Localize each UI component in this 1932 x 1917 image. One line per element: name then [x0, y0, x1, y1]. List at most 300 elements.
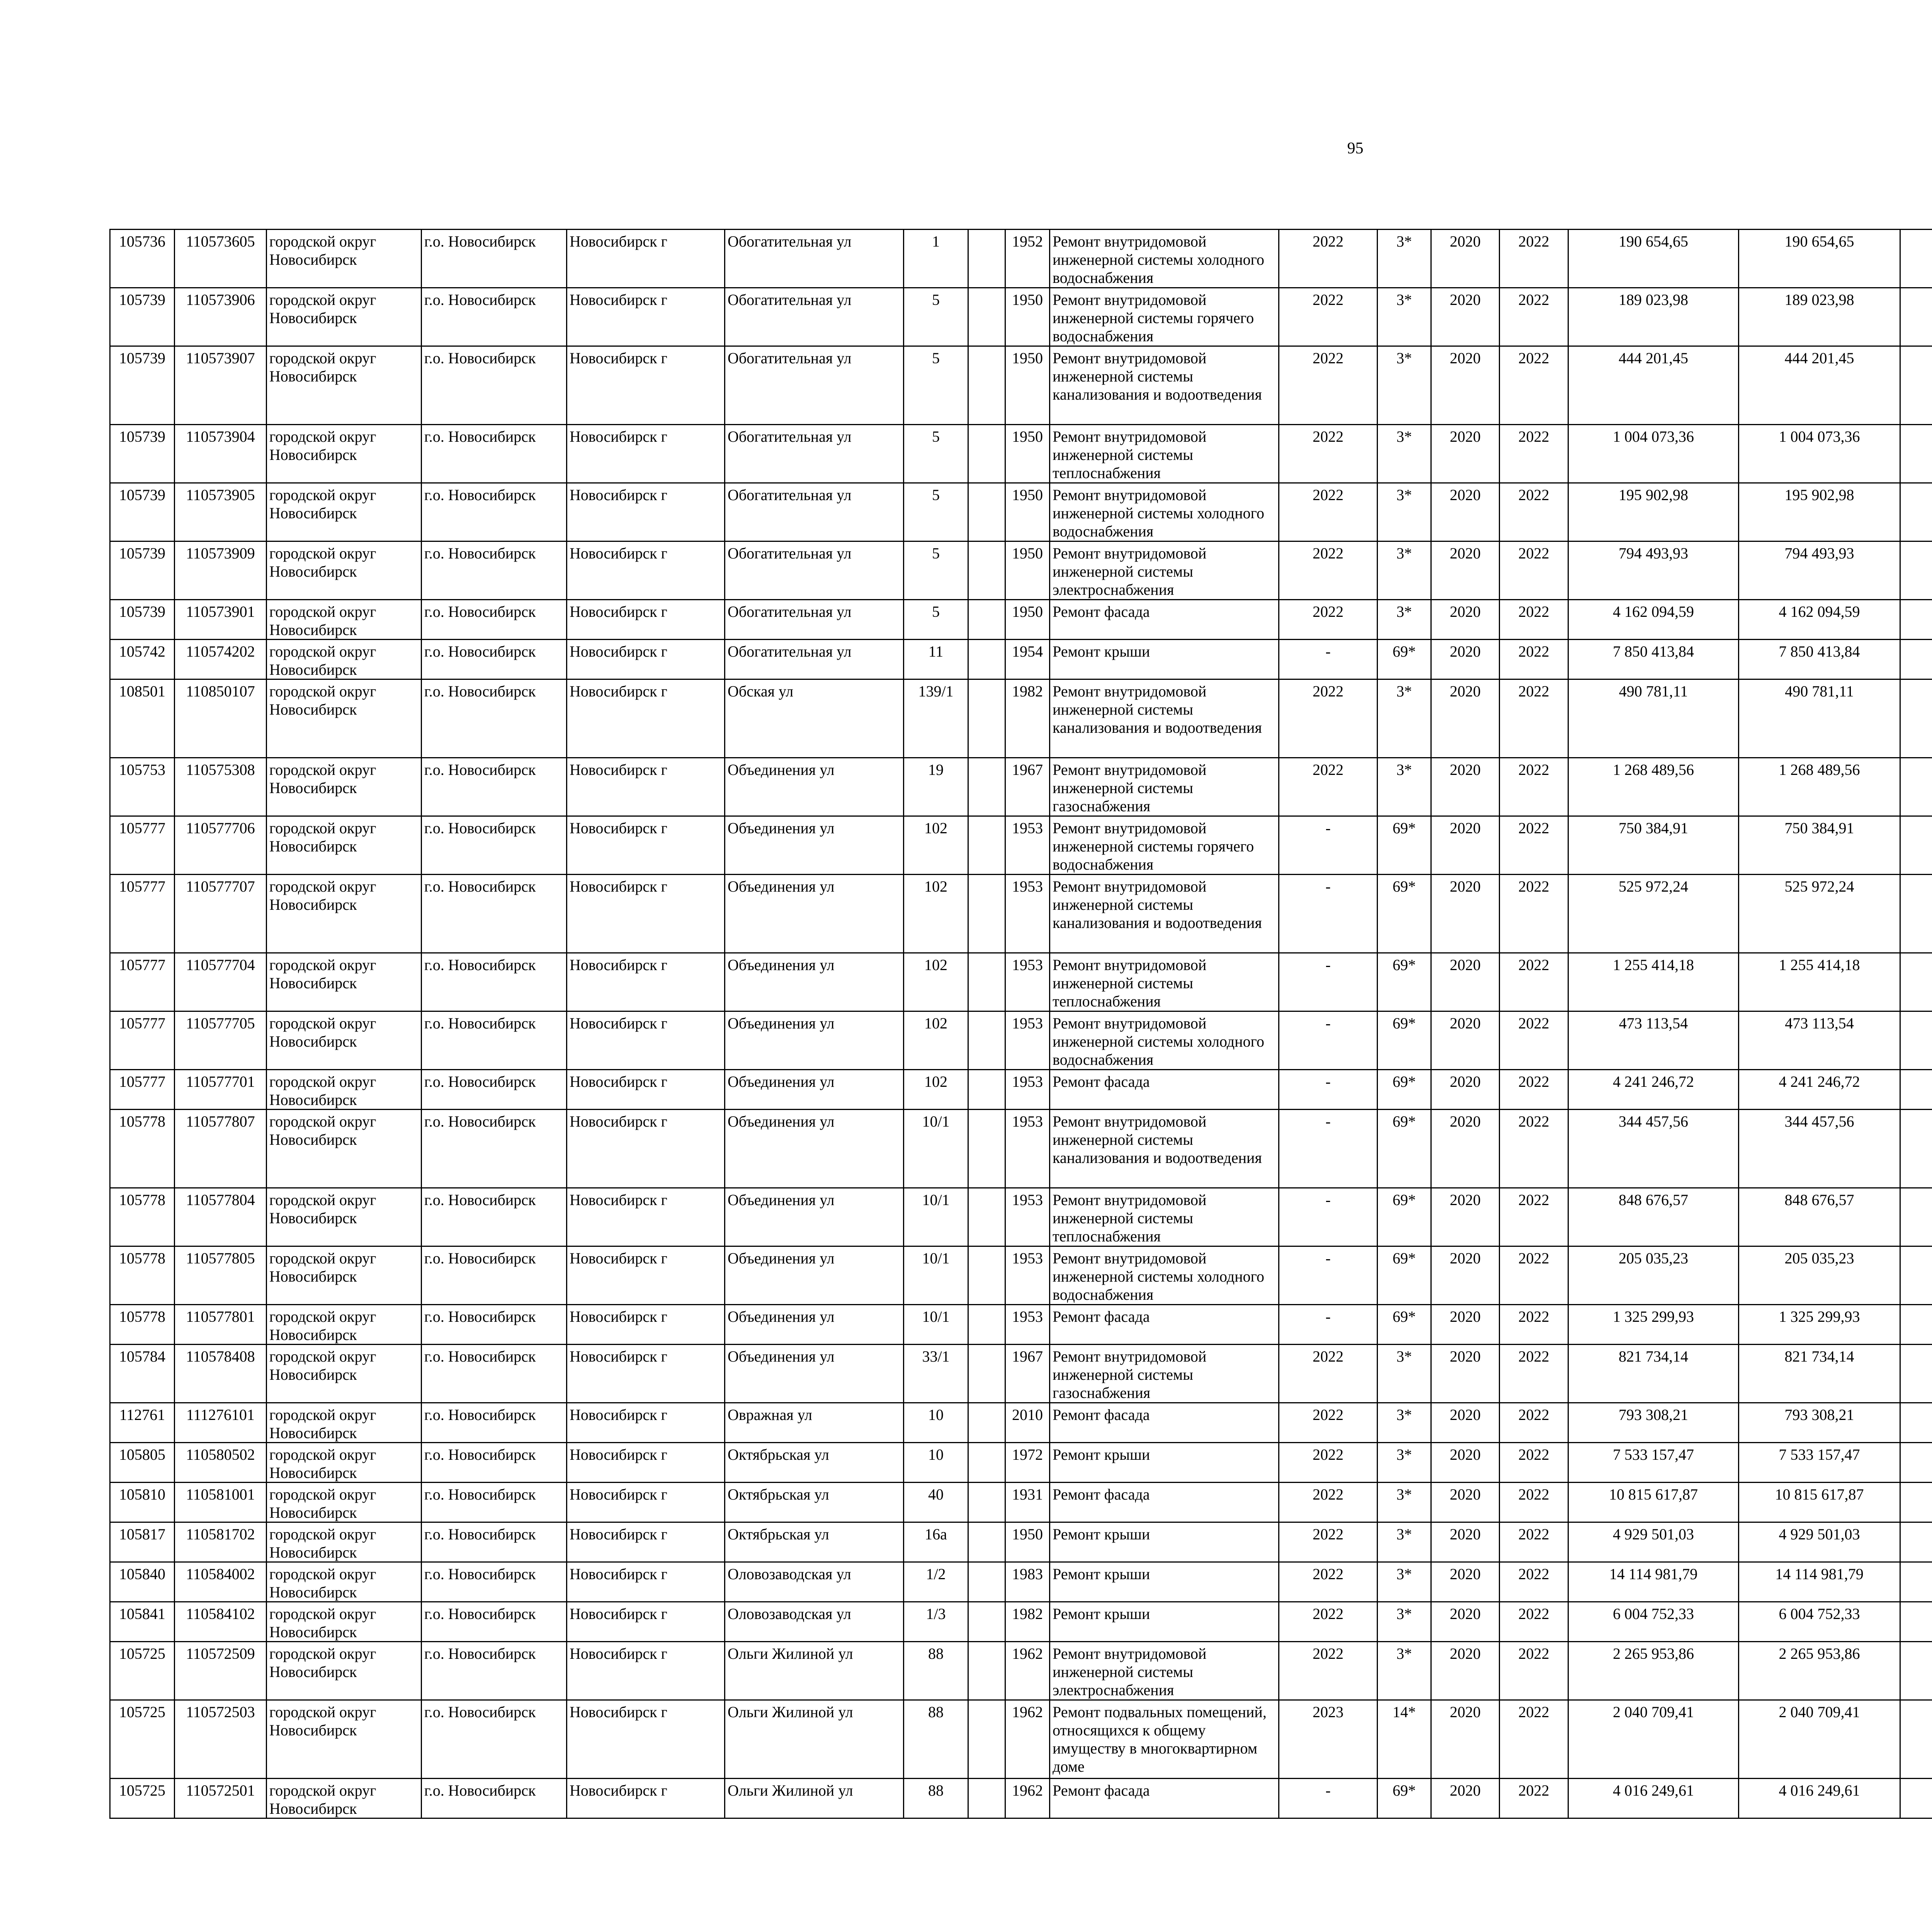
- cell-settlement: Новосибирск г: [567, 640, 725, 679]
- cell-house-number: 19: [904, 758, 968, 816]
- cell-work-type: Ремонт внутридомовой инженерной системы канализования и водоотведения: [1050, 1110, 1279, 1188]
- cell-budget-federal: [1900, 1070, 1932, 1110]
- cell-work-id: 110573904: [175, 425, 267, 483]
- cell-work-id: 110584002: [175, 1562, 267, 1602]
- cell-house-id: 105739: [110, 600, 175, 640]
- cell-house-number: 10/1: [904, 1188, 968, 1246]
- cell-urban-district: г.о. Новосибирск: [422, 875, 567, 953]
- cell-urban-district: г.о. Новосибирск: [422, 1403, 567, 1443]
- table-row: [110, 1602, 1932, 1642]
- cell-street: Объединения ул: [725, 816, 904, 875]
- cell-house-number: 10: [904, 1403, 968, 1443]
- cell-work-type: Ремонт внутридомовой инженерной системы канализования и водоотведения: [1050, 875, 1279, 953]
- cell-building: [968, 346, 1005, 425]
- cell-municipality: городской округ Новосибирск: [267, 679, 422, 758]
- cell-house-id: 105742: [110, 640, 175, 679]
- cell-work-id: 110573909: [175, 541, 267, 600]
- cell-house-number: 139/1: [904, 679, 968, 758]
- cell-plan-year: -: [1279, 875, 1378, 953]
- cell-building: [968, 1188, 1005, 1246]
- cell-building: [968, 1011, 1005, 1070]
- cell-work-type: Ремонт крыши: [1050, 1562, 1279, 1602]
- cell-budget-federal: [1900, 758, 1932, 816]
- cell-building: [968, 1110, 1005, 1188]
- cell-house-id: 105784: [110, 1345, 175, 1403]
- cell-end-year: 2022: [1500, 1110, 1568, 1188]
- cell-municipality: городской округ Новосибирск: [267, 1345, 422, 1403]
- cell-note-ref: 3*: [1378, 425, 1431, 483]
- cell-total-cost: 189 023,98: [1568, 288, 1739, 346]
- cell-street: Октябрьская ул: [725, 1443, 904, 1483]
- cell-street: Ольги Жилиной ул: [725, 1642, 904, 1700]
- cell-build-year: 2010: [1005, 1403, 1050, 1443]
- cell-fund-cost: 4 162 094,59: [1739, 600, 1900, 640]
- cell-work-type: Ремонт внутридомовой инженерной системы газоснабжения: [1050, 1345, 1279, 1403]
- cell-street: Обогатительная ул: [725, 640, 904, 679]
- cell-start-year: 2020: [1431, 483, 1500, 541]
- cell-house-number: 10/1: [904, 1305, 968, 1345]
- page-number: 95: [1347, 140, 1364, 157]
- cell-fund-cost: 10 815 617,87: [1739, 1483, 1900, 1522]
- cell-start-year: 2020: [1431, 1188, 1500, 1246]
- cell-plan-year: 2022: [1279, 1522, 1378, 1562]
- cell-settlement: Новосибирск г: [567, 1188, 725, 1246]
- cell-municipality: городской округ Новосибирск: [267, 1642, 422, 1700]
- cell-building: [968, 1443, 1005, 1483]
- cell-work-id: 110577706: [175, 816, 267, 875]
- cell-settlement: Новосибирск г: [567, 1700, 725, 1779]
- cell-budget-federal: [1900, 346, 1932, 425]
- table-body: [110, 230, 1932, 1818]
- cell-plan-year: 2022: [1279, 288, 1378, 346]
- cell-house-id: 105841: [110, 1602, 175, 1642]
- cell-building: [968, 1779, 1005, 1818]
- cell-urban-district: г.о. Новосибирск: [422, 1305, 567, 1345]
- cell-work-type: Ремонт крыши: [1050, 1602, 1279, 1642]
- cell-work-type: Ремонт фасада: [1050, 1403, 1279, 1443]
- cell-total-cost: 848 676,57: [1568, 1188, 1739, 1246]
- table-row: [110, 1011, 1932, 1070]
- cell-municipality: городской округ Новосибирск: [267, 1246, 422, 1305]
- cell-fund-cost: 2 265 953,86: [1739, 1642, 1900, 1700]
- cell-urban-district: г.о. Новосибирск: [422, 1522, 567, 1562]
- cell-start-year: 2020: [1431, 1070, 1500, 1110]
- cell-total-cost: 1 268 489,56: [1568, 758, 1739, 816]
- cell-urban-district: г.о. Новосибирск: [422, 600, 567, 640]
- cell-plan-year: -: [1279, 640, 1378, 679]
- cell-end-year: 2022: [1500, 1602, 1568, 1642]
- cell-note-ref: 69*: [1378, 875, 1431, 953]
- cell-fund-cost: 195 902,98: [1739, 483, 1900, 541]
- cell-fund-cost: 794 493,93: [1739, 541, 1900, 600]
- cell-work-id: 110574202: [175, 640, 267, 679]
- cell-urban-district: г.о. Новосибирск: [422, 1246, 567, 1305]
- cell-end-year: 2022: [1500, 758, 1568, 816]
- cell-street: Обогатительная ул: [725, 483, 904, 541]
- cell-building: [968, 1070, 1005, 1110]
- cell-work-type: Ремонт внутридомовой инженерной системы теплоснабжения: [1050, 1188, 1279, 1246]
- cell-urban-district: г.о. Новосибирск: [422, 758, 567, 816]
- cell-building: [968, 483, 1005, 541]
- cell-budget-federal: [1900, 1305, 1932, 1345]
- cell-build-year: 1953: [1005, 816, 1050, 875]
- cell-fund-cost: 490 781,11: [1739, 679, 1900, 758]
- cell-urban-district: г.о. Новосибирск: [422, 1700, 567, 1779]
- cell-start-year: 2020: [1431, 1011, 1500, 1070]
- cell-total-cost: 195 902,98: [1568, 483, 1739, 541]
- cell-municipality: городской округ Новосибирск: [267, 1188, 422, 1246]
- cell-house-number: 16а: [904, 1522, 968, 1562]
- cell-total-cost: 2 265 953,86: [1568, 1642, 1739, 1700]
- cell-start-year: 2020: [1431, 1602, 1500, 1642]
- cell-urban-district: г.о. Новосибирск: [422, 541, 567, 600]
- cell-build-year: 1950: [1005, 425, 1050, 483]
- cell-fund-cost: 821 734,14: [1739, 1345, 1900, 1403]
- cell-house-number: 5: [904, 288, 968, 346]
- cell-work-type: Ремонт фасада: [1050, 1483, 1279, 1522]
- cell-plan-year: 2022: [1279, 1345, 1378, 1403]
- cell-work-type: Ремонт внутридомовой инженерной системы электроснабжения: [1050, 541, 1279, 600]
- cell-street: Объединения ул: [725, 1345, 904, 1403]
- cell-end-year: 2022: [1500, 1700, 1568, 1779]
- cell-start-year: 2020: [1431, 1642, 1500, 1700]
- cell-building: [968, 1602, 1005, 1642]
- cell-budget-federal: [1900, 1110, 1932, 1188]
- cell-urban-district: г.о. Новосибирск: [422, 1188, 567, 1246]
- table-row: [110, 1403, 1932, 1443]
- cell-street: Оловозаводская ул: [725, 1562, 904, 1602]
- cell-build-year: 1953: [1005, 1246, 1050, 1305]
- cell-start-year: 2020: [1431, 679, 1500, 758]
- cell-municipality: городской округ Новосибирск: [267, 230, 422, 288]
- table-row: [110, 953, 1932, 1011]
- cell-fund-cost: 344 457,56: [1739, 1110, 1900, 1188]
- cell-build-year: 1967: [1005, 758, 1050, 816]
- cell-urban-district: г.о. Новосибирск: [422, 640, 567, 679]
- cell-start-year: 2020: [1431, 346, 1500, 425]
- cell-total-cost: 794 493,93: [1568, 541, 1739, 600]
- cell-total-cost: 1 325 299,93: [1568, 1305, 1739, 1345]
- cell-budget-federal: [1900, 1642, 1932, 1700]
- cell-work-type: Ремонт крыши: [1050, 640, 1279, 679]
- cell-street: Обогатительная ул: [725, 541, 904, 600]
- cell-budget-federal: [1900, 600, 1932, 640]
- cell-total-cost: 7 850 413,84: [1568, 640, 1739, 679]
- cell-plan-year: -: [1279, 1188, 1378, 1246]
- table-row: [110, 640, 1932, 679]
- cell-house-id: 105739: [110, 346, 175, 425]
- cell-house-number: 5: [904, 600, 968, 640]
- cell-work-id: 110572501: [175, 1779, 267, 1818]
- cell-plan-year: 2022: [1279, 425, 1378, 483]
- table-row: [110, 1110, 1932, 1188]
- cell-work-type: Ремонт внутридомовой инженерной системы канализования и водоотведения: [1050, 346, 1279, 425]
- cell-house-id: 105805: [110, 1443, 175, 1483]
- cell-end-year: 2022: [1500, 1011, 1568, 1070]
- cell-work-id: 110581702: [175, 1522, 267, 1562]
- cell-urban-district: г.о. Новосибирск: [422, 679, 567, 758]
- cell-build-year: 1953: [1005, 953, 1050, 1011]
- cell-end-year: 2022: [1500, 875, 1568, 953]
- cell-building: [968, 679, 1005, 758]
- cell-end-year: 2022: [1500, 288, 1568, 346]
- cell-end-year: 2022: [1500, 1642, 1568, 1700]
- cell-settlement: Новосибирск г: [567, 1779, 725, 1818]
- cell-note-ref: 69*: [1378, 1246, 1431, 1305]
- cell-fund-cost: 1 325 299,93: [1739, 1305, 1900, 1345]
- cell-note-ref: 69*: [1378, 1305, 1431, 1345]
- cell-total-cost: 490 781,11: [1568, 679, 1739, 758]
- cell-settlement: Новосибирск г: [567, 483, 725, 541]
- cell-budget-federal: [1900, 953, 1932, 1011]
- cell-work-id: 110572503: [175, 1700, 267, 1779]
- cell-house-id: 105739: [110, 425, 175, 483]
- cell-total-cost: 4 929 501,03: [1568, 1522, 1739, 1562]
- cell-build-year: 1950: [1005, 288, 1050, 346]
- cell-budget-federal: [1900, 1700, 1932, 1779]
- cell-municipality: городской округ Новосибирск: [267, 640, 422, 679]
- cell-build-year: 1953: [1005, 1188, 1050, 1246]
- cell-fund-cost: 750 384,91: [1739, 816, 1900, 875]
- cell-plan-year: 2022: [1279, 1562, 1378, 1602]
- cell-build-year: 1953: [1005, 1305, 1050, 1345]
- cell-note-ref: 3*: [1378, 483, 1431, 541]
- cell-start-year: 2020: [1431, 1110, 1500, 1188]
- cell-work-type: Ремонт подвальных помещений, относящихся к общему имуществу в многоквартирном доме: [1050, 1700, 1279, 1779]
- cell-work-id: 110578408: [175, 1345, 267, 1403]
- cell-end-year: 2022: [1500, 1483, 1568, 1522]
- cell-start-year: 2020: [1431, 1522, 1500, 1562]
- cell-start-year: 2020: [1431, 953, 1500, 1011]
- cell-work-id: 110577801: [175, 1305, 267, 1345]
- cell-fund-cost: 189 023,98: [1739, 288, 1900, 346]
- cell-municipality: городской округ Новосибирск: [267, 953, 422, 1011]
- cell-start-year: 2020: [1431, 1779, 1500, 1818]
- cell-note-ref: 69*: [1378, 640, 1431, 679]
- cell-fund-cost: 1 004 073,36: [1739, 425, 1900, 483]
- cell-end-year: 2022: [1500, 1779, 1568, 1818]
- cell-budget-federal: [1900, 1522, 1932, 1562]
- cell-house-number: 11: [904, 640, 968, 679]
- cell-building: [968, 1305, 1005, 1345]
- cell-end-year: 2022: [1500, 600, 1568, 640]
- cell-plan-year: -: [1279, 1305, 1378, 1345]
- cell-house-id: 105778: [110, 1188, 175, 1246]
- cell-total-cost: 444 201,45: [1568, 346, 1739, 425]
- cell-settlement: Новосибирск г: [567, 679, 725, 758]
- table-row: [110, 600, 1932, 640]
- cell-building: [968, 1522, 1005, 1562]
- cell-work-type: Ремонт фасада: [1050, 1070, 1279, 1110]
- cell-urban-district: г.о. Новосибирск: [422, 483, 567, 541]
- cell-start-year: 2020: [1431, 1403, 1500, 1443]
- cell-start-year: 2020: [1431, 758, 1500, 816]
- cell-build-year: 1931: [1005, 1483, 1050, 1522]
- cell-plan-year: -: [1279, 953, 1378, 1011]
- cell-street: Октябрьская ул: [725, 1483, 904, 1522]
- cell-build-year: 1950: [1005, 483, 1050, 541]
- cell-urban-district: г.о. Новосибирск: [422, 1642, 567, 1700]
- cell-total-cost: 525 972,24: [1568, 875, 1739, 953]
- cell-urban-district: г.о. Новосибирск: [422, 1483, 567, 1522]
- cell-plan-year: -: [1279, 1070, 1378, 1110]
- cell-start-year: 2020: [1431, 230, 1500, 288]
- cell-work-type: Ремонт внутридомовой инженерной системы теплоснабжения: [1050, 953, 1279, 1011]
- table-row: [110, 1779, 1932, 1818]
- cell-total-cost: 2 040 709,41: [1568, 1700, 1739, 1779]
- cell-note-ref: 3*: [1378, 758, 1431, 816]
- cell-municipality: городской округ Новосибирск: [267, 346, 422, 425]
- cell-work-type: Ремонт внутридомовой инженерной системы горячего водоснабжения: [1050, 816, 1279, 875]
- cell-settlement: Новосибирск г: [567, 1403, 725, 1443]
- table-row: [110, 1070, 1932, 1110]
- cell-plan-year: 2022: [1279, 1403, 1378, 1443]
- cell-total-cost: 205 035,23: [1568, 1246, 1739, 1305]
- cell-note-ref: 3*: [1378, 1443, 1431, 1483]
- cell-settlement: Новосибирск г: [567, 816, 725, 875]
- cell-build-year: 1952: [1005, 230, 1050, 288]
- cell-street: Овражная ул: [725, 1403, 904, 1443]
- cell-urban-district: г.о. Новосибирск: [422, 425, 567, 483]
- table-row: [110, 288, 1932, 346]
- cell-total-cost: 1 255 414,18: [1568, 953, 1739, 1011]
- cell-urban-district: г.о. Новосибирск: [422, 816, 567, 875]
- cell-settlement: Новосибирск г: [567, 875, 725, 953]
- cell-build-year: 1950: [1005, 541, 1050, 600]
- cell-plan-year: -: [1279, 816, 1378, 875]
- cell-house-number: 1: [904, 230, 968, 288]
- cell-build-year: 1982: [1005, 679, 1050, 758]
- cell-house-id: 105817: [110, 1522, 175, 1562]
- table-row: [110, 1562, 1932, 1602]
- cell-start-year: 2020: [1431, 288, 1500, 346]
- cell-street: Объединения ул: [725, 1305, 904, 1345]
- cell-house-number: 102: [904, 816, 968, 875]
- cell-municipality: городской округ Новосибирск: [267, 1522, 422, 1562]
- cell-street: Объединения ул: [725, 1011, 904, 1070]
- cell-municipality: городской округ Новосибирск: [267, 1700, 422, 1779]
- cell-build-year: 1962: [1005, 1779, 1050, 1818]
- cell-street: Обогатительная ул: [725, 425, 904, 483]
- cell-total-cost: 14 114 981,79: [1568, 1562, 1739, 1602]
- cell-end-year: 2022: [1500, 1403, 1568, 1443]
- cell-house-number: 88: [904, 1700, 968, 1779]
- cell-settlement: Новосибирск г: [567, 1110, 725, 1188]
- cell-budget-federal: [1900, 1345, 1932, 1403]
- cell-settlement: Новосибирск г: [567, 1522, 725, 1562]
- table-row: [110, 346, 1932, 425]
- cell-end-year: 2022: [1500, 541, 1568, 600]
- cell-settlement: Новосибирск г: [567, 1246, 725, 1305]
- cell-house-number: 10/1: [904, 1246, 968, 1305]
- cell-house-id: 108501: [110, 679, 175, 758]
- cell-urban-district: г.о. Новосибирск: [422, 953, 567, 1011]
- cell-budget-federal: [1900, 288, 1932, 346]
- cell-street: Ольги Жилиной ул: [725, 1700, 904, 1779]
- cell-work-id: 110573905: [175, 483, 267, 541]
- cell-work-type: Ремонт фасада: [1050, 1779, 1279, 1818]
- cell-house-number: 5: [904, 541, 968, 600]
- cell-house-number: 102: [904, 875, 968, 953]
- cell-end-year: 2022: [1500, 679, 1568, 758]
- cell-note-ref: 3*: [1378, 600, 1431, 640]
- cell-fund-cost: 444 201,45: [1739, 346, 1900, 425]
- cell-note-ref: 3*: [1378, 1345, 1431, 1403]
- table-row: [110, 230, 1932, 288]
- cell-urban-district: г.о. Новосибирск: [422, 1779, 567, 1818]
- cell-budget-federal: [1900, 541, 1932, 600]
- cell-budget-federal: [1900, 679, 1932, 758]
- cell-house-id: 105777: [110, 953, 175, 1011]
- cell-note-ref: 3*: [1378, 288, 1431, 346]
- cell-end-year: 2022: [1500, 640, 1568, 679]
- cell-street: Обогатительная ул: [725, 600, 904, 640]
- cell-plan-year: -: [1279, 1110, 1378, 1188]
- cell-work-type: Ремонт внутридомовой инженерной системы электроснабжения: [1050, 1642, 1279, 1700]
- cell-total-cost: 190 654,65: [1568, 230, 1739, 288]
- table-row: [110, 758, 1932, 816]
- cell-total-cost: 793 308,21: [1568, 1403, 1739, 1443]
- cell-house-id: 105725: [110, 1642, 175, 1700]
- table-row: [110, 679, 1932, 758]
- cell-start-year: 2020: [1431, 1700, 1500, 1779]
- cell-end-year: 2022: [1500, 1188, 1568, 1246]
- cell-note-ref: 3*: [1378, 230, 1431, 288]
- cell-total-cost: 4 016 249,61: [1568, 1779, 1739, 1818]
- cell-house-number: 40: [904, 1483, 968, 1522]
- cell-building: [968, 1246, 1005, 1305]
- cell-build-year: 1953: [1005, 1011, 1050, 1070]
- cell-house-id: 112761: [110, 1403, 175, 1443]
- cell-work-id: 110580502: [175, 1443, 267, 1483]
- cell-note-ref: 3*: [1378, 1403, 1431, 1443]
- cell-house-number: 102: [904, 1011, 968, 1070]
- cell-note-ref: 3*: [1378, 1562, 1431, 1602]
- cell-house-number: 5: [904, 483, 968, 541]
- cell-work-id: 110581001: [175, 1483, 267, 1522]
- cell-plan-year: 2022: [1279, 600, 1378, 640]
- cell-build-year: 1962: [1005, 1700, 1050, 1779]
- cell-note-ref: 3*: [1378, 1483, 1431, 1522]
- cell-street: Объединения ул: [725, 875, 904, 953]
- cell-end-year: 2022: [1500, 1522, 1568, 1562]
- cell-end-year: 2022: [1500, 1305, 1568, 1345]
- cell-start-year: 2020: [1431, 1443, 1500, 1483]
- cell-note-ref: 3*: [1378, 1602, 1431, 1642]
- cell-build-year: 1953: [1005, 1110, 1050, 1188]
- cell-house-id: 105739: [110, 541, 175, 600]
- cell-building: [968, 425, 1005, 483]
- cell-house-number: 1/2: [904, 1562, 968, 1602]
- cell-municipality: городской округ Новосибирск: [267, 483, 422, 541]
- cell-end-year: 2022: [1500, 1562, 1568, 1602]
- cell-street: Октябрьская ул: [725, 1522, 904, 1562]
- table-row: [110, 875, 1932, 953]
- cell-fund-cost: 7 850 413,84: [1739, 640, 1900, 679]
- cell-fund-cost: 4 016 249,61: [1739, 1779, 1900, 1818]
- table-row: [110, 483, 1932, 541]
- cell-budget-federal: [1900, 1403, 1932, 1443]
- cell-start-year: 2020: [1431, 425, 1500, 483]
- cell-street: Объединения ул: [725, 1246, 904, 1305]
- cell-start-year: 2020: [1431, 600, 1500, 640]
- cell-work-id: 110573605: [175, 230, 267, 288]
- cell-settlement: Новосибирск г: [567, 1483, 725, 1522]
- cell-end-year: 2022: [1500, 483, 1568, 541]
- table-row: [110, 1246, 1932, 1305]
- cell-budget-federal: [1900, 1443, 1932, 1483]
- cell-municipality: городской округ Новосибирск: [267, 1403, 422, 1443]
